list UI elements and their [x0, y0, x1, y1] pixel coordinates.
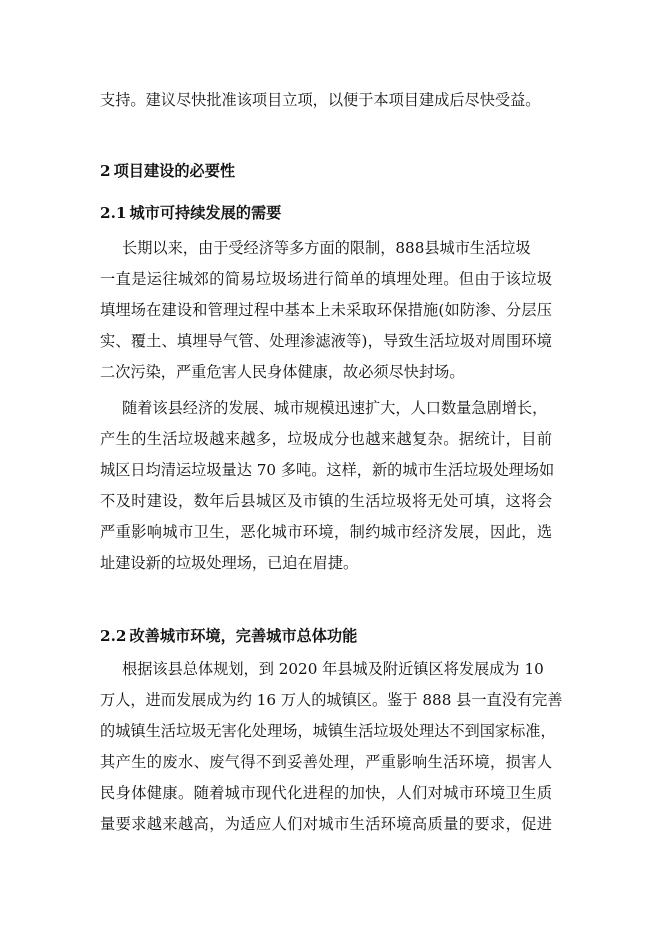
section-2-title: 项目建设的必要性: [113, 162, 236, 180]
paragraph-line: 随着该县经济的发展、城市规模迅速扩大，人口数量急剧增长，: [122, 399, 548, 417]
paragraph-line: 根据该县总体规划，到 2020 年县城及附近镇区将发展成为 10: [122, 660, 544, 678]
section-2-1-paragraph-1: [100, 233, 552, 388]
paragraph-line: 万人，进而发展成为约 16 万人的城镇区。鉴于 888 县一直没有完善: [100, 691, 563, 709]
intro-paragraph: [100, 85, 552, 116]
section-2-1-number: 2.1: [100, 204, 127, 222]
paragraph-line: 长期以来，由于受经济等多方面的限制，888县城市生活垃圾: [122, 239, 531, 257]
paragraph-line: 二次污染，严重危害人民身体健康，故必须尽快封场。: [100, 363, 465, 381]
section-2-number: 2: [100, 162, 111, 180]
section-2-2-paragraph-1: [100, 654, 563, 840]
paragraph-line: 民身体健康。随着城市现代化进程的加快，人们对城市环境卫生质: [100, 784, 552, 802]
section-2-2-heading: [100, 623, 552, 649]
paragraph-line: 实、覆土、填埋导气管、处理渗滤液等)，导致生活垃圾对周围环境: [100, 332, 552, 350]
paragraph-line: 不及时建设，数年后县城区及市镇的生活垃圾将无处可填，这将会: [100, 492, 552, 510]
paragraph-line: 量要求越来越高，为适应人们对城市生活环境高质量的要求，促进: [100, 815, 552, 833]
section-2-2-title: 改善城市环境，完善城市总体功能: [129, 627, 358, 645]
paragraph-line: 产生的生活垃圾越来越多，垃圾成分也越来越复杂。据统计，目前: [100, 430, 552, 448]
section-2-2-number: 2.2: [100, 627, 127, 645]
intro-line-1: 支持。建议尽快批准该项目立项，以便于本项目建成后尽快受益。: [100, 91, 541, 109]
paragraph-line: 的城镇生活垃圾无害化处理场，城镇生活垃圾处理达不到国家标准，: [100, 722, 556, 740]
paragraph-line: 填埋场在建设和管理过程中基本上未采取环保措施(如防渗、分层压: [100, 301, 552, 319]
section-2-1-heading: [100, 200, 552, 226]
section-2-1-title: 城市可持续发展的需要: [129, 204, 282, 222]
paragraph-line: 址建设新的垃圾处理场，已迫在眉捷。: [100, 554, 359, 572]
section-2-1-paragraph-2: [100, 393, 555, 579]
section-2-heading: [100, 158, 552, 184]
paragraph-line: 城区日均清运垃圾量达 70 多吨。这样，新的城市生活垃圾处理场如: [100, 461, 555, 479]
paragraph-line: 一直是运往城郊的简易垃圾场进行简单的填埋处理。但由于该垃圾: [100, 270, 552, 288]
paragraph-line: 严重影响城市卫生，恶化城市环境，制约城市经济发展，因此，选: [100, 523, 552, 541]
paragraph-line: 其产生的废水、废气得不到妥善处理，严重影响生活环境，损害人: [100, 753, 552, 771]
